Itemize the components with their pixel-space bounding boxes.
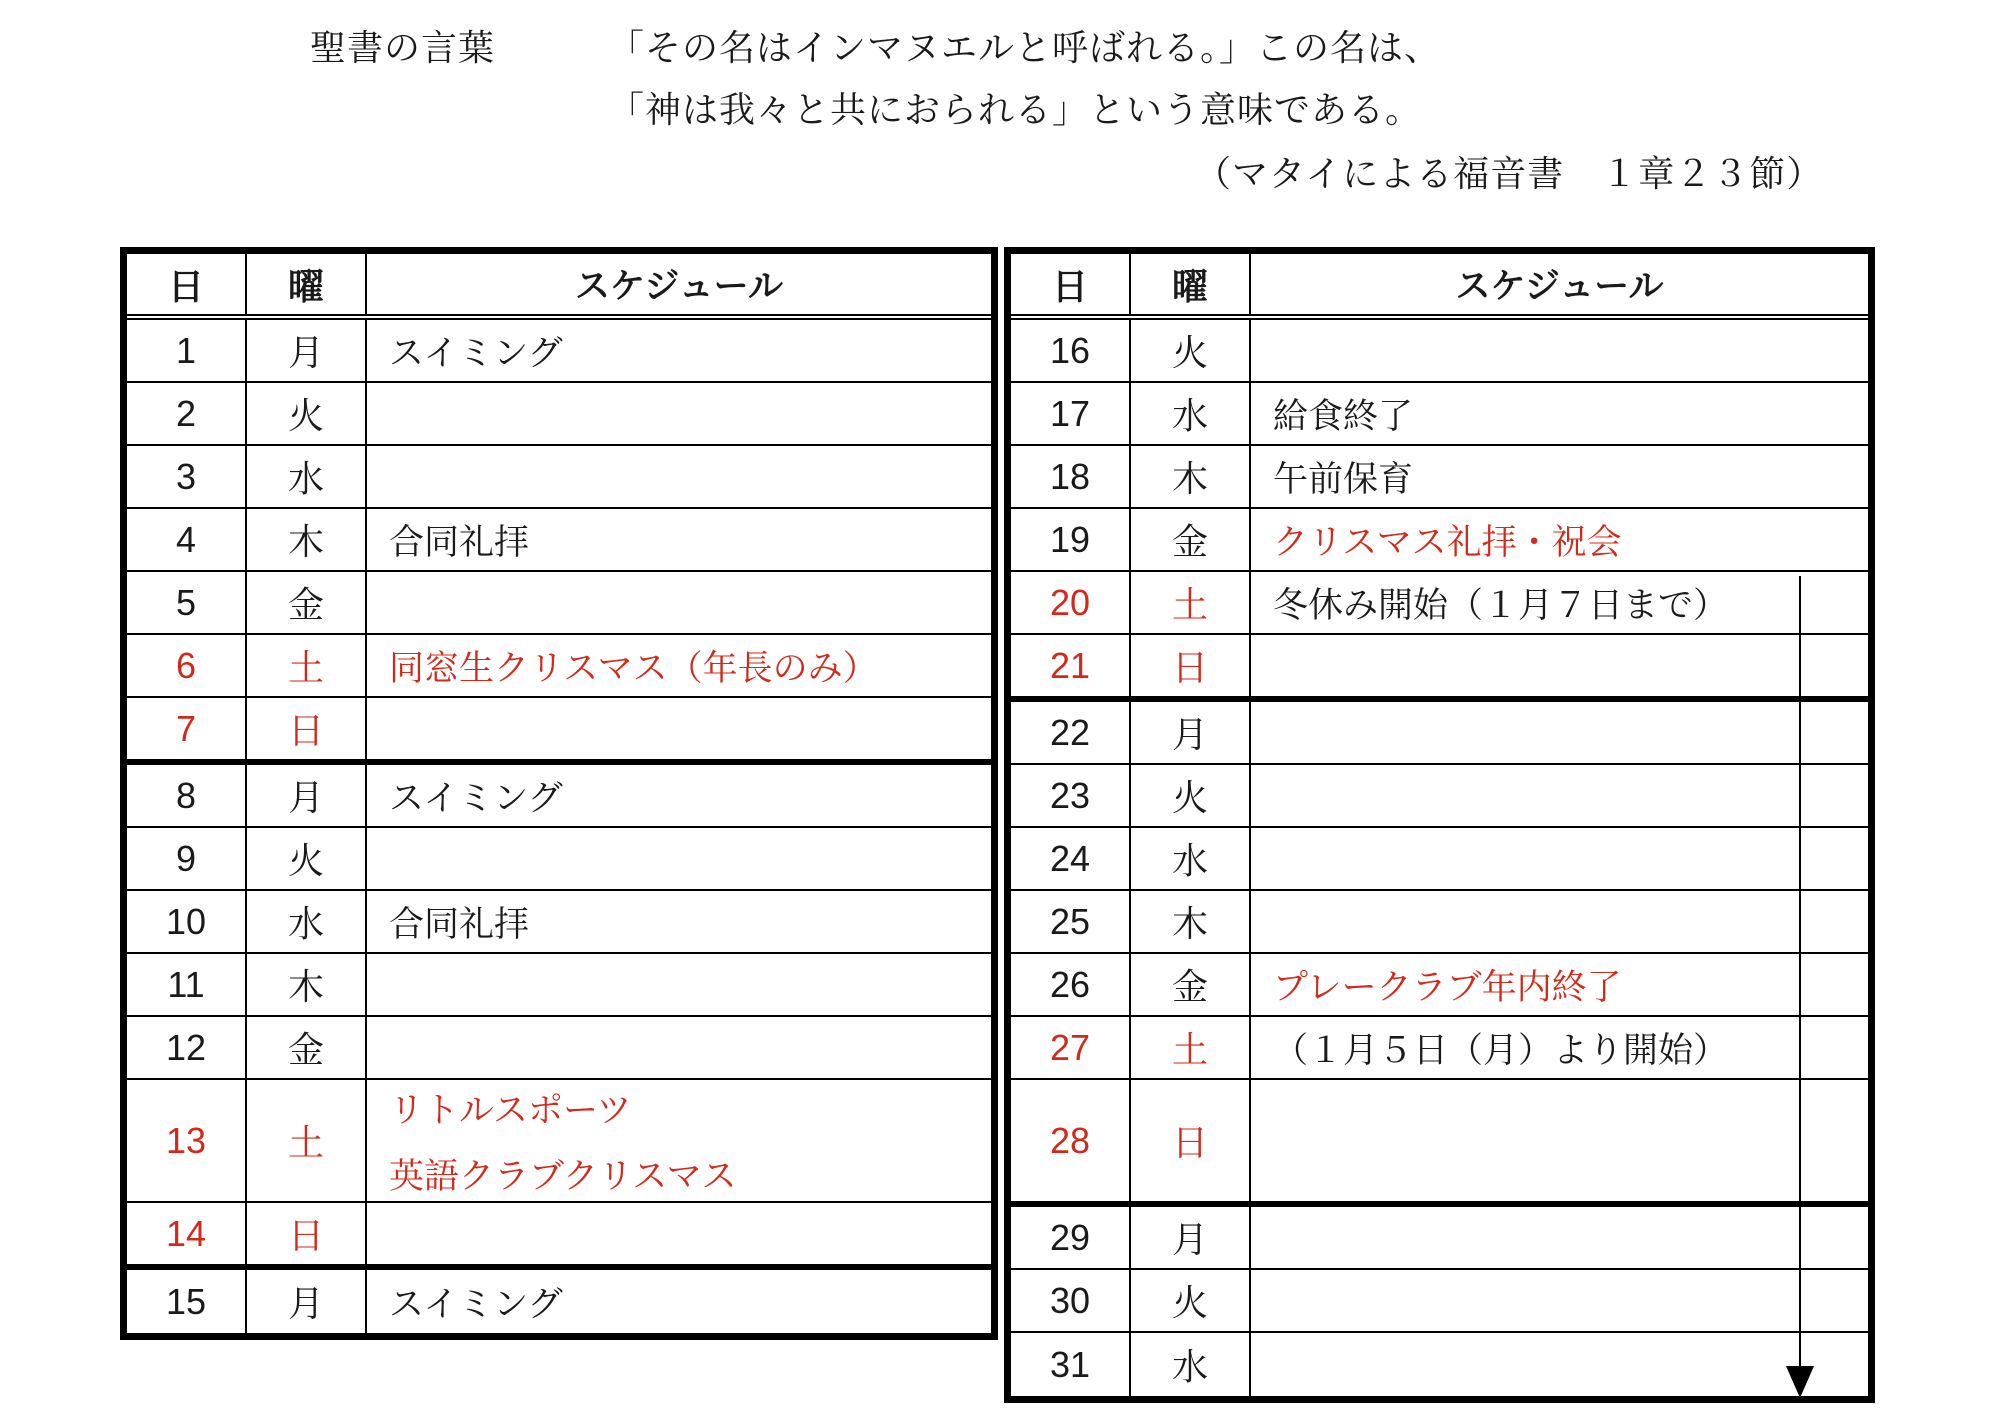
table-row (1011, 1270, 1868, 1333)
schedule-cell (367, 383, 991, 444)
header-weekday: 曜 (1131, 254, 1251, 314)
schedule-cell: （１月５日（月）より開始） (1273, 1030, 1729, 1070)
table-row (127, 765, 991, 828)
weekday-cell: 火 (1131, 1270, 1251, 1331)
weekday-cell: 水 (1131, 1333, 1251, 1396)
schedule-cell: プレークラブ年内終了 (1273, 967, 1622, 1007)
weekday-cell: 金 (1131, 509, 1251, 570)
schedule-cell (1251, 1270, 1868, 1331)
schedule-cell: クリスマス礼拝・祝会 (1273, 522, 1622, 562)
table-row (1011, 1333, 1868, 1396)
down-arrow-icon (1786, 1366, 1814, 1398)
weekday-cell: 日 (1131, 1080, 1251, 1201)
schedule-cell (367, 828, 991, 889)
schedule-cell: 冬休み開始（１月７日まで） (1273, 585, 1729, 625)
day-cell: 19 (1011, 509, 1131, 570)
day-cell: 13 (127, 1080, 247, 1201)
weekday-cell: 金 (1131, 954, 1251, 1015)
table-row (127, 383, 991, 446)
table-row (1011, 1080, 1868, 1207)
table-row (1011, 702, 1868, 765)
calendar-table-right (1004, 247, 1875, 1403)
weekday-cell: 日 (1131, 635, 1251, 696)
table-row (127, 954, 991, 1017)
schedule-cell: 合同礼拝 (389, 904, 530, 944)
day-cell: 4 (127, 509, 247, 570)
weekday-cell: 土 (247, 635, 367, 696)
weekday-cell: 火 (1131, 765, 1251, 826)
table-row (1011, 954, 1868, 1017)
table-row (127, 1270, 991, 1333)
schedule-cell (1251, 1333, 1868, 1396)
verse-line-1: 「その名はインマヌエルと呼ばれる。」この名は、 (608, 27, 1442, 68)
table-row (1011, 383, 1868, 446)
weekday-cell: 火 (1131, 320, 1251, 381)
header-schedule: スケジュール (575, 267, 783, 306)
weekday-cell: 水 (247, 891, 367, 952)
day-cell: 6 (127, 635, 247, 696)
day-cell: 21 (1011, 635, 1131, 696)
schedule-cell: 合同礼拝 (389, 522, 530, 562)
calendar-table-left (120, 247, 998, 1340)
schedule-cell (367, 446, 991, 507)
weekday-cell: 木 (247, 954, 367, 1015)
day-cell: 18 (1011, 446, 1131, 507)
day-cell: 2 (127, 383, 247, 444)
table-row (1011, 828, 1868, 891)
schedule-cell (1251, 635, 1868, 696)
header-row (1011, 254, 1868, 320)
table-row (127, 828, 991, 891)
weekday-cell: 月 (247, 1270, 367, 1333)
table-row (127, 320, 991, 383)
schedule-cell (1251, 1080, 1868, 1201)
weekday-cell: 木 (1131, 446, 1251, 507)
schedule-line-2: 英語クラブクリスマス (389, 1156, 737, 1196)
table-row (127, 572, 991, 635)
weekday-cell: 木 (247, 509, 367, 570)
table-row (1011, 572, 1868, 635)
schedule-cell (367, 572, 991, 633)
table-row (127, 698, 991, 765)
day-cell: 28 (1011, 1080, 1131, 1201)
day-cell: 3 (127, 446, 247, 507)
schedule-cell: スイミング (389, 333, 563, 373)
table-row (127, 891, 991, 954)
schedule-cell: スイミング (389, 778, 563, 818)
table-row (1011, 1017, 1868, 1080)
header-schedule: スケジュール (1455, 267, 1664, 306)
winter-break-arrow-line (1799, 576, 1801, 1370)
schedule-cell (1251, 702, 1868, 763)
weekday-cell: 火 (247, 828, 367, 889)
day-cell: 11 (127, 954, 247, 1015)
day-cell: 24 (1011, 828, 1131, 889)
verse-line-2: 「神は我々と共におられる」という意味である。 (608, 89, 1423, 130)
day-cell: 29 (1011, 1207, 1131, 1268)
weekday-cell: 水 (1131, 383, 1251, 444)
day-cell: 12 (127, 1017, 247, 1078)
schedule-cell (1251, 1207, 1868, 1268)
table-row (1011, 446, 1868, 509)
table-row (127, 446, 991, 509)
schedule-cell (1251, 320, 1868, 381)
table-row (1011, 891, 1868, 954)
verse-label: 聖書の言葉 (310, 27, 496, 68)
day-cell: 23 (1011, 765, 1131, 826)
weekday-cell: 土 (247, 1080, 367, 1201)
schedule-line-1: リトルスポーツ (389, 1090, 632, 1130)
weekday-cell: 水 (247, 446, 367, 507)
schedule-cell (367, 1080, 991, 1201)
weekday-cell: 金 (247, 572, 367, 633)
day-cell: 20 (1011, 572, 1131, 633)
schedule-cell (1251, 891, 1868, 952)
weekday-cell: 水 (1131, 828, 1251, 889)
table-row (127, 509, 991, 572)
day-cell: 25 (1011, 891, 1131, 952)
weekday-cell: 日 (247, 698, 367, 759)
weekday-cell: 日 (247, 1203, 367, 1264)
header-weekday: 曜 (247, 254, 367, 314)
table-row (1011, 635, 1868, 702)
day-cell: 14 (127, 1203, 247, 1264)
day-cell: 27 (1011, 1017, 1131, 1078)
weekday-cell: 火 (247, 383, 367, 444)
weekday-cell: 月 (1131, 1207, 1251, 1268)
schedule-cell (367, 1203, 991, 1264)
weekday-cell: 土 (1131, 572, 1251, 633)
schedule-cell: 午前保育 (1273, 459, 1414, 499)
schedule-cell (1251, 765, 1868, 826)
weekday-cell: 月 (1131, 702, 1251, 763)
schedule-cell: 給食終了 (1273, 396, 1414, 436)
table-row (127, 1017, 991, 1080)
weekday-cell: 月 (247, 765, 367, 826)
day-cell: 9 (127, 828, 247, 889)
day-cell: 17 (1011, 383, 1131, 444)
header-row (127, 254, 991, 320)
day-cell: 30 (1011, 1270, 1131, 1331)
day-cell: 26 (1011, 954, 1131, 1015)
table-row (127, 635, 991, 698)
schedule-cell (367, 1017, 991, 1078)
header-day: 日 (127, 254, 247, 314)
day-cell: 5 (127, 572, 247, 633)
schedule-cell: 同窓生クリスマス（年長のみ） (389, 648, 878, 688)
table-row (127, 1203, 991, 1270)
table-row (1011, 509, 1868, 572)
weekday-cell: 月 (247, 320, 367, 381)
day-cell: 22 (1011, 702, 1131, 763)
weekday-cell: 土 (1131, 1017, 1251, 1078)
schedule-cell (367, 954, 991, 1015)
day-cell: 31 (1011, 1333, 1131, 1396)
table-row (1011, 1207, 1868, 1270)
day-cell: 8 (127, 765, 247, 826)
verse-attribution: （マタイによる福音書 １章２３節） (1195, 153, 1824, 194)
day-cell: 1 (127, 320, 247, 381)
schedule-cell: スイミング (389, 1284, 563, 1324)
day-cell: 7 (127, 698, 247, 759)
schedule-cell (367, 698, 991, 759)
table-row (1011, 765, 1868, 828)
day-cell: 15 (127, 1270, 247, 1333)
header-day: 日 (1011, 254, 1131, 314)
weekday-cell: 木 (1131, 891, 1251, 952)
table-row (127, 1080, 991, 1203)
day-cell: 10 (127, 891, 247, 952)
day-cell: 16 (1011, 320, 1131, 381)
schedule-cell (1251, 828, 1868, 889)
weekday-cell: 金 (247, 1017, 367, 1078)
table-row (1011, 320, 1868, 383)
